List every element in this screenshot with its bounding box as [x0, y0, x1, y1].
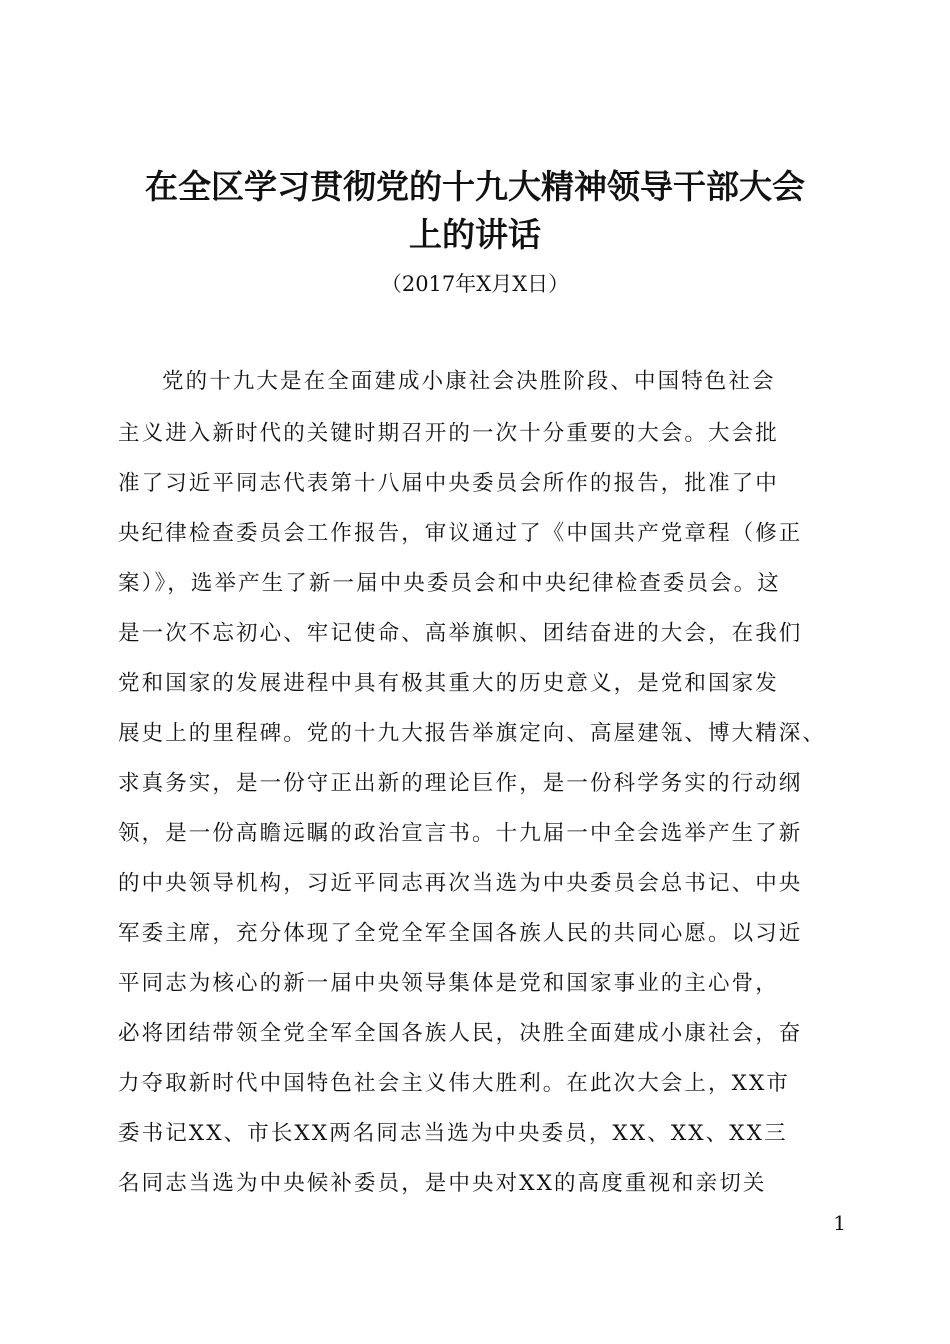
body-line: 准了习近平同志代表第十八届中央委员会所作的报告，批准了中 — [118, 471, 779, 496]
page-number: 1 — [833, 1211, 846, 1235]
body-line: 党和国家的发展进程中具有极其重大的历史意义，是党和国家发 — [118, 671, 779, 696]
body-line: 委书记XX、市长XX两名同志当选为中央委员，XX、XX、XX三 — [118, 1121, 788, 1146]
body-line: 主义进入新时代的关键时期召开的一次十分重要的大会。大会批 — [118, 421, 779, 446]
body-line: 领，是一份高瞻远瞩的政治宣言书。十九届一中全会选举产生了新 — [118, 821, 803, 846]
body-line: 求真务实，是一份守正出新的理论巨作，是一份科学务实的行动纲 — [118, 771, 803, 796]
date-line: （2017年X月X日） — [380, 272, 570, 296]
body-line: 是一次不忘初心、牢记使命、高举旗帜、团结奋进的大会，在我们 — [118, 621, 803, 646]
body-line: 力夺取新时代中国特色社会主义伟大胜利。在此次大会上，XX市 — [118, 1071, 791, 1096]
body-line: 平同志为核心的新一届中央领导集体是党和国家事业的主心骨， — [118, 971, 779, 996]
body-line: 党的十九大是在全面建成小康社会决胜阶段、中国特色社会 — [162, 369, 776, 394]
body-line: 央纪律检查委员会工作报告，审议通过了《中国共产党章程（修正 — [118, 521, 803, 546]
title-line-2: 上的讲话 — [409, 215, 541, 254]
body-line: 军委主席，充分体现了全党全军全国各族人民的共同心愿。以习近 — [118, 921, 803, 946]
body-line: 案）》，选举产生了新一届中央委员会和中央纪律检查委员会。这 — [118, 571, 781, 596]
body-line: 必将团结带领全党全军全国各族人民，决胜全面建成小康社会，奋 — [118, 1021, 803, 1046]
body-line: 展史上的里程碑。党的十九大报告举旗定向、高屋建瓴、博大精深、 — [118, 721, 827, 746]
body-line: 名同志当选为中央候补委员，是中央对XX的高度重视和亲切关 — [118, 1171, 767, 1196]
title-line-1: 在全区学习贯彻党的十九大精神领导干部大会 — [145, 167, 805, 206]
body-line: 的中央领导机构，习近平同志再次当选为中央委员会总书记、中央 — [118, 871, 803, 896]
